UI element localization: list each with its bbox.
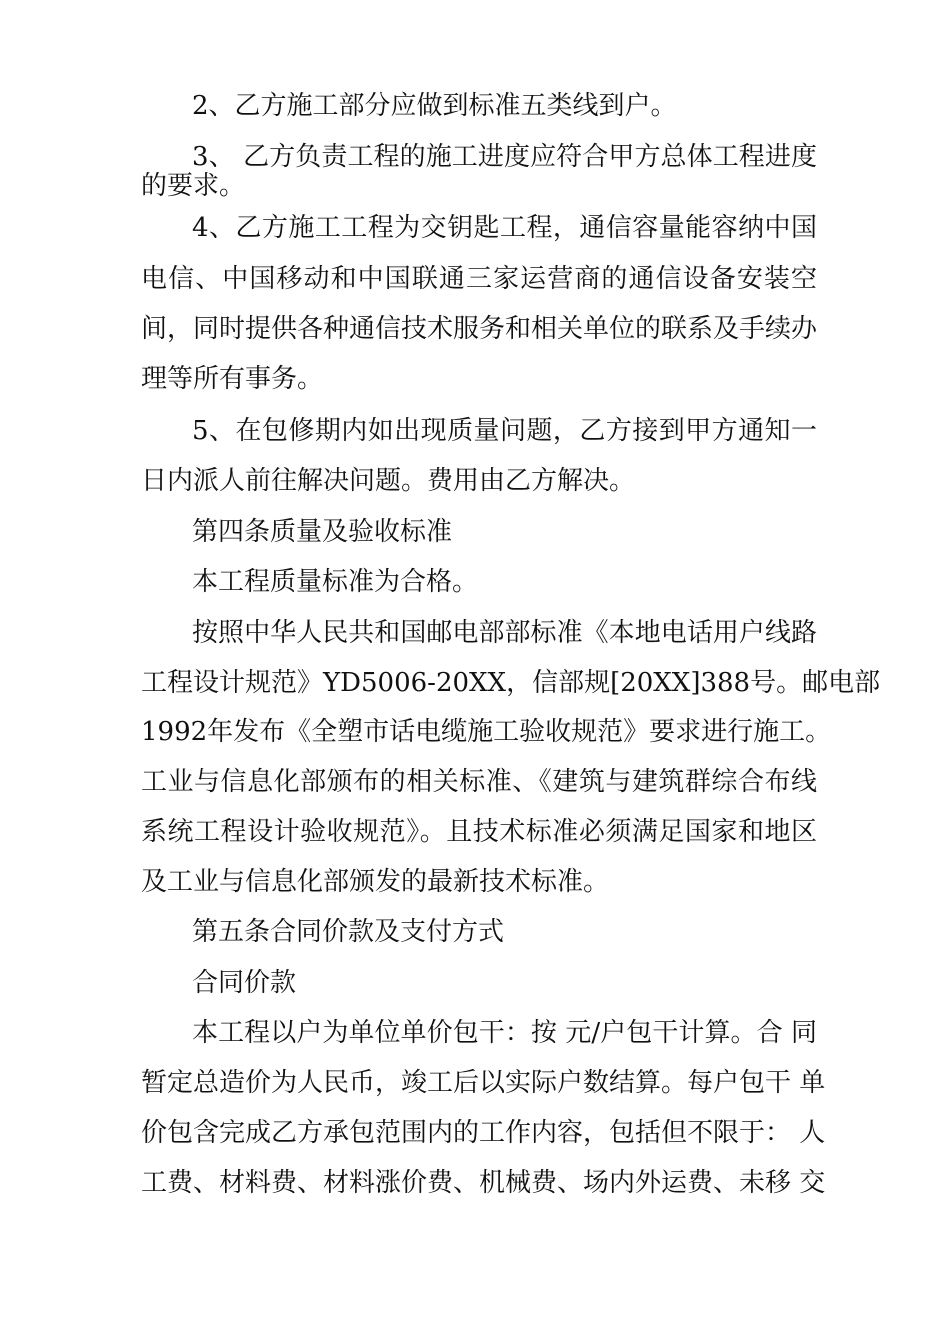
paragraph-4-line-2: 电信、中国移动和中国联通三家运营商的通信设备安装空 <box>141 264 817 294</box>
price-paragraph-line-3: 价包含完成乙方承包范围内的工作内容，包括但不限于： 人 <box>141 1118 826 1148</box>
paragraph-4-line-1: 4、乙方施工工程为交钥匙工程，通信容量能容纳中国 <box>192 213 817 243</box>
standards-paragraph-line-1: 按照中华人民共和国邮电部部标准《本地电话用户线路 <box>192 618 817 648</box>
paragraph-5-line-1: 5、在包修期内如出现质量问题，乙方接到甲方通知一 <box>192 416 817 446</box>
section-heading-article-4: 第四条质量及验收标准 <box>192 517 453 547</box>
subheading-contract-price: 合同价款 <box>192 968 297 998</box>
standards-paragraph-line-4: 工业与信息化部颁布的相关标准、《建筑与建筑群综合布线 <box>141 767 817 797</box>
paragraph-5-line-2: 日内派人前往解决问题。费用由乙方解决。 <box>141 466 636 496</box>
paragraph-3-line-1: 3、 乙方负责工程的施工进度应符合甲方总体工程进度 <box>192 142 817 172</box>
quality-standard-line: 本工程质量标准为合格。 <box>192 567 479 597</box>
standards-paragraph-line-2: 工程设计规范》YD5006-20XX，信部规[20XX]388号。邮电部 <box>141 668 881 698</box>
section-heading-article-5: 第五条合同价款及支付方式 <box>192 917 505 947</box>
price-paragraph-line-4: 工费、材料费、材料涨价费、机械费、场内外运费、未移 交 <box>141 1168 826 1198</box>
paragraph-2-line-1: 2、乙方施工部分应做到标准五类线到户。 <box>192 91 677 121</box>
paragraph-4-line-4: 理等所有事务。 <box>141 364 324 394</box>
paragraph-4-line-3: 间，同时提供各种通信技术服务和相关单位的联系及手续办 <box>141 314 818 344</box>
standards-paragraph-line-3: 1992年发布《全塑市话电缆施工验收规范》要求进行施工。 <box>141 717 832 747</box>
standards-paragraph-line-5: 系统工程设计验收规范》。且技术标准必须满足国家和地区 <box>141 817 817 847</box>
standards-paragraph-line-6: 及工业与信息化部颁发的最新技术标准。 <box>141 867 610 897</box>
price-paragraph-line-1: 本工程以户为单位单价包干：按 元/户包干计算。合 同 <box>192 1018 817 1048</box>
price-paragraph-line-2: 暂定总造价为人民币，竣工后以实际户数结算。每户包干 单 <box>141 1068 826 1098</box>
paragraph-3-line-2: 的要求。 <box>141 171 246 201</box>
